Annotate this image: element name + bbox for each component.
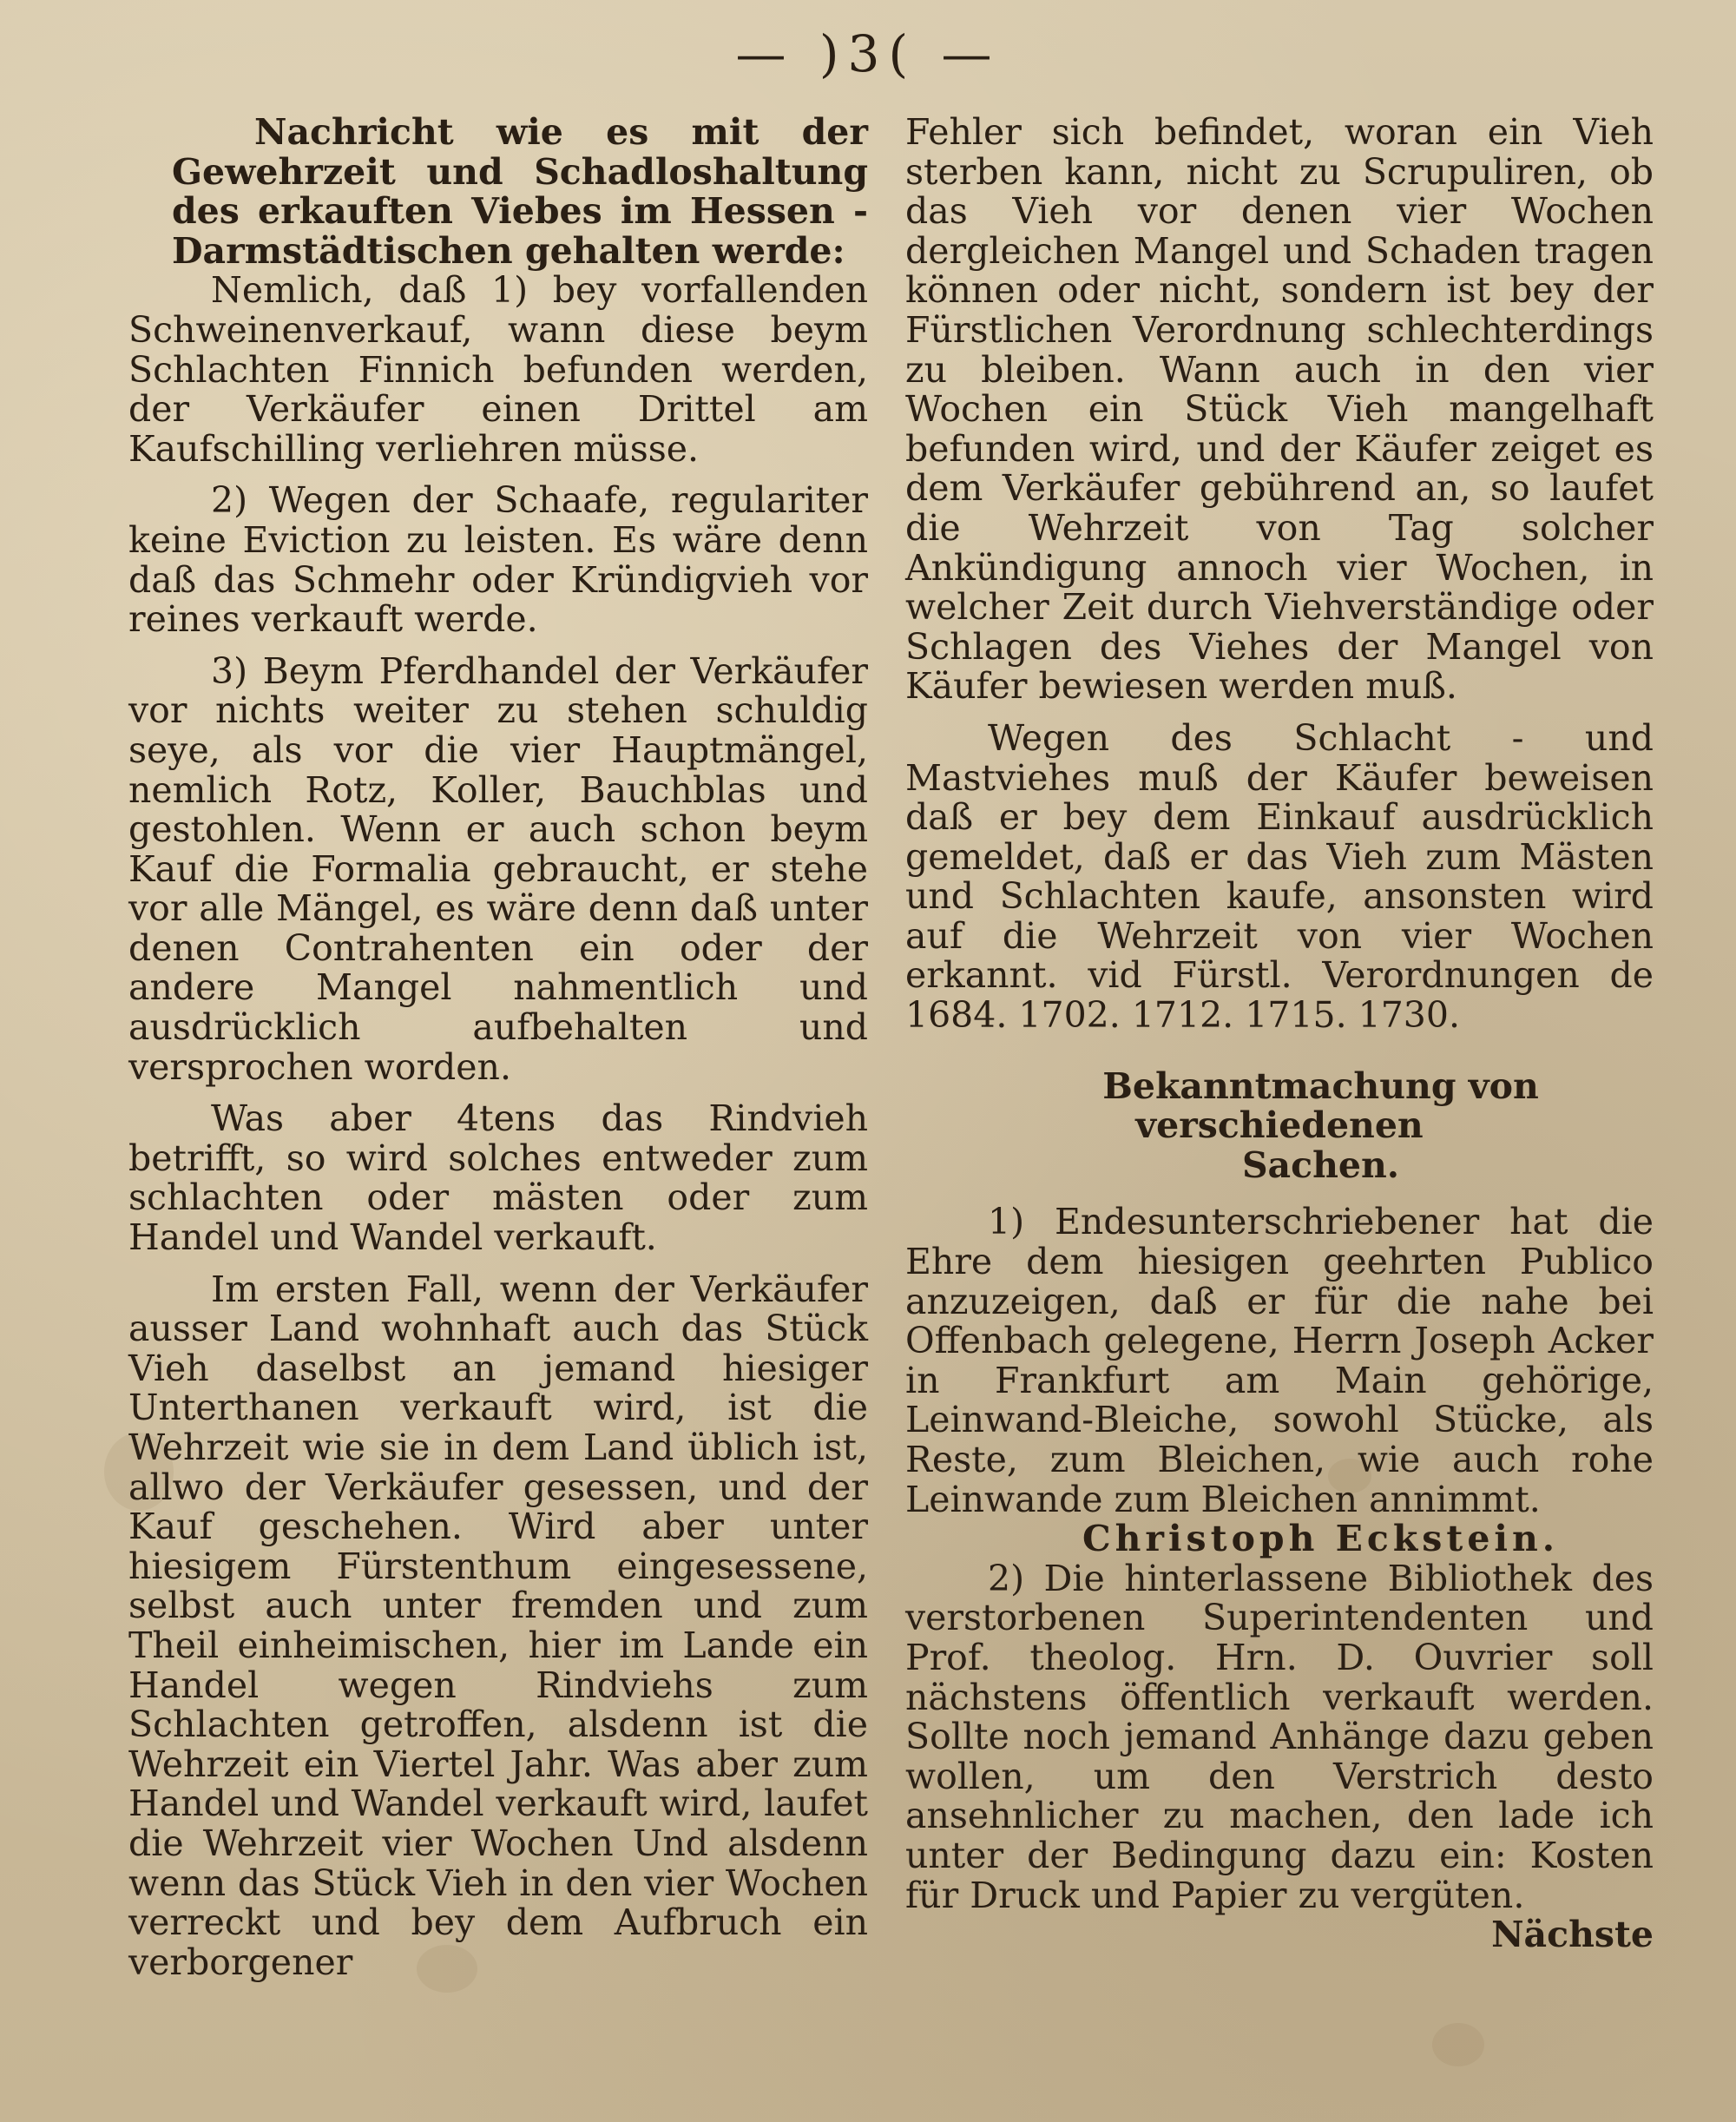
catchword: Nächste [1491, 1914, 1654, 1956]
notice-item: 1) Endesunterschriebener hat die Ehre dem hiesigen geehrten Publico anzuzeigen, daß er für die nahe bei Offenbach gelegene, Herrn Joseph Acker in Frankfurt am Main gehörige, Leinwand-Bleiche, sowohl Stücke, als Reste, zum Bleichen, wie auch rohe Leinwande zum Bleichen annimmt. [905, 1201, 1654, 1520]
article-heading: Nachricht wie es mit der Gewehrzeit und Schadloshaltung des erkauften Viebes im Hessen - Darmstädtischen gehalten werde: [172, 111, 868, 272]
paragraph: 3) Beym Pferdhandel der Verkäufer vor nichts weiter zu stehen schuldig seye, als vor die vier Hauptmängel, nemlich Rotz, Koller, Bauchblas und gestohlen. Wenn er auch schon beym Kauf die Formalia gebraucht, er stehe vor alle Mängel, es wäre denn daß unter denen Contrahenten ein oder der andere Mangel nahmentlich und ausdrücklich aufbehalten und versprochen worden. [128, 649, 868, 1088]
left-column [128, 113, 868, 1982]
page-header: — )3( — [735, 24, 1001, 83]
paragraph: Wegen des Schlacht - und Mastviehes muß der Käufer beweisen daß er bey dem Einkauf ausdrücklich gemeldet, daß er das Vieh zum Mästen und Schlachten kaufe, ansonsten wird auf die Wehrzeit von vier Wochen erkannt. vid Fürstl. Verordnungen de 1684. 1702. 1712. 1715. 1730. [905, 716, 1654, 1037]
paragraph: Was aber 4tens das Rindvieh betrifft, so wird solches entweder zum schlachten oder mästen oder zum Handel und Wandel verkauft. [128, 1097, 868, 1259]
paragraph: Im ersten Fall, wenn der Verkäufer ausser Land wohnhaft auch das Stück Vieh daselbst an jemand hiesiger Unterthanen verkauft wird, ist die Wehrzeit wie sie in dem Land üblich ist, allwo der Verkäufer gesessen, und der Kauf geschehen. Wird aber unter hiesigem Fürstenthum eingesessene, selbst auch unter fremden und zum Theil einheimischen, hier im Lande ein Handel wegen Rindviehs zum Schlachten getroffen, alsdenn ist die Wehrzeit ein Viertel Jahr. Was aber zum Handel und Wandel verkauft wird, laufet die Wehrzeit vier Wochen Und alsdenn wenn das Stück Vieh in den vier Wochen verreckt und bey dem Aufbruch ein verborgener [128, 1268, 868, 1983]
paragraph: 2) Wegen der Schaafe, regulariter keine Eviction zu leisten. Es wäre denn daß das Schmehr oder Kründigvieh vor reines verkauft werde. [128, 479, 868, 641]
signature: Christoph Eckstein. [1082, 1518, 1560, 1560]
paragraph: Fehler sich befindet, woran ein Vieh sterben kann, nicht zu Scrupuliren, ob das Vieh vor denen vier Wochen dergleichen Mangel und Schaden tragen können oder nicht, sondern ist bey der Fürstlichen Verordnung schlechterdings zu bleiben. Wann auch in den vier Wochen ein Stück Vieh mangelhaft befunden wird, und der Käufer zeiget es dem Verkäufer gebührend an, so laufet die Wehrzeit von Tag solcher Ankündigung annoch vier Wochen, in welcher Zeit durch Viehverständige oder Schlagen des Viehes der Mangel von Käufer bewiesen werden muß. [905, 111, 1654, 708]
paper-stain [1432, 2023, 1484, 2066]
notice-item: 2) Die hinterlassene Bibliothek des verstorbenen Superintendenten und Prof. theolog. Hrn. D. Ouvrier soll nächstens öffentlich verkauft werden. Sollte noch jemand Anhänge dazu geben wollen, um den Verstrich desto ansehnlicher zu machen, den lade ich unter der Bedingung dazu ein: Kosten für Druck und Papier zu vergüten. [905, 1557, 1654, 1916]
paragraph: Nemlich, daß 1) bey vorfallenden Schweinenverkauf, wann diese beym Schlachten Finnich befunden werden, der Verkäufer einen Drittel am Kaufschilling verliehren müsse. [128, 269, 868, 470]
section-heading-line2: Sachen. [1241, 1143, 1400, 1186]
right-column [905, 113, 1654, 1955]
section-heading: Bekanntmachung von verschiedenen [1102, 1064, 1539, 1147]
